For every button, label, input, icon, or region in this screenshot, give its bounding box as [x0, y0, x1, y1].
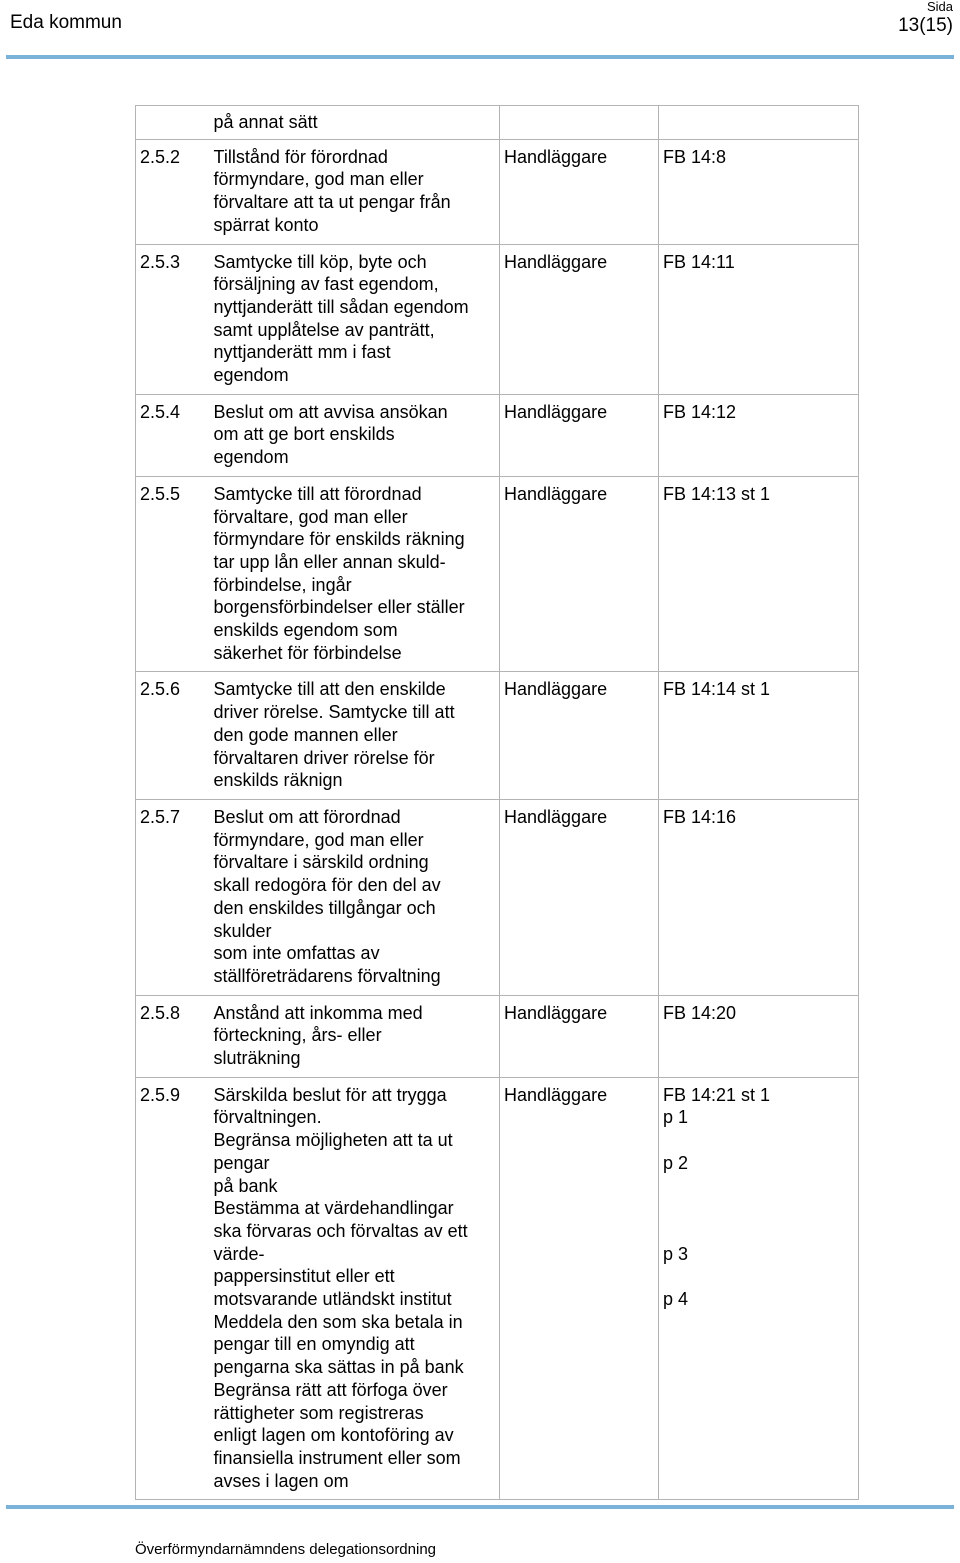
cell-number: 2.5.8 — [136, 995, 210, 1077]
cell-role: Handläggare — [500, 672, 659, 800]
cell-role — [500, 106, 659, 140]
cell-role: Handläggare — [500, 139, 659, 244]
cell-role: Handläggare — [500, 995, 659, 1077]
cell-reference: FB 14:11 — [659, 244, 859, 394]
table-row — [136, 476, 859, 672]
table-row — [136, 244, 859, 394]
footer-rule — [6, 1505, 954, 1509]
table-row — [136, 394, 859, 476]
cell-role: Handläggare — [500, 244, 659, 394]
table-row-continuation — [136, 106, 859, 140]
cell-role: Handläggare — [500, 799, 659, 995]
table-row — [136, 1077, 859, 1500]
cell-number: 2.5.4 — [136, 394, 210, 476]
cell-role: Handläggare — [500, 394, 659, 476]
cell-number — [136, 106, 210, 140]
page-indicator — [898, 0, 953, 38]
cell-description: Beslut om att avvisa ansökan om att ge bort enskilds egendom — [210, 394, 500, 476]
cell-description: Beslut om att förordnad förmyndare, god man eller förvaltare i särskild ordning skall redogöra för den del av den enskildes tillgångar och skulder som inte omfattas av ställföreträdarens förvaltning — [210, 799, 500, 995]
cell-description: Samtycke till att den enskilde driver rörelse. Samtycke till att den gode mannen eller förvaltaren driver rörelse för enskilds räknign — [210, 672, 500, 800]
table-row — [136, 672, 859, 800]
cell-number: 2.5.9 — [136, 1077, 210, 1500]
footer-text: Överförmyndarnämndens delegationsordning — [135, 1541, 437, 1558]
cell-description: Tillstånd för förordnad förmyndare, god man eller förvaltare att ta ut pengar från spärrat konto — [210, 139, 500, 244]
cell-number: 2.5.5 — [136, 476, 210, 672]
cell-reference: FB 14:14 st 1 — [659, 672, 859, 800]
table-row — [136, 995, 859, 1077]
cell-number: 2.5.7 — [136, 799, 210, 995]
cell-number: 2.5.6 — [136, 672, 210, 800]
organization-name: Eda kommun — [10, 12, 122, 33]
cell-description: Särskilda beslut för att trygga förvaltningen. Begränsa möjligheten att ta ut pengar på bank Bestämma at värdehandlingar ska förvaras och förvaltas av ett värde- pappersinstitut eller ett motsvarande utländskt institut Meddela den som ska betala in pengar till en omyndig att pengarna ska sättas in på bank Begränsa rätt att förfoga över rättigheter som registreras enligt lagen om kontoföring av finansiella instrument eller som avses i lagen om — [210, 1077, 500, 1500]
page-label: Sida — [926, 0, 953, 14]
cell-reference — [659, 106, 859, 140]
cell-role: Handläggare — [500, 476, 659, 672]
cell-number: 2.5.2 — [136, 139, 210, 244]
cell-role: Handläggare — [500, 1077, 659, 1500]
table-row — [136, 799, 859, 995]
delegation-table — [135, 105, 859, 1500]
cell-reference: FB 14:12 — [659, 394, 859, 476]
cell-description: Samtycke till att förordnad förvaltare, god man eller förmyndare för enskilds räkning tar upp lån eller annan skuld- förbindelse, ingår borgensförbindelser eller ställer enskilds egendom som säkerhet för förbindelse — [210, 476, 500, 672]
cell-number: 2.5.3 — [136, 244, 210, 394]
table-row — [136, 139, 859, 244]
cell-reference: FB 14:20 — [659, 995, 859, 1077]
cell-reference: FB 14:8 — [659, 139, 859, 244]
cell-reference: FB 14:13 st 1 — [659, 476, 859, 672]
cell-description: på annat sätt — [210, 106, 500, 140]
cell-reference: FB 14:21 st 1 p 1 p 2 p 3 p 4 — [659, 1077, 859, 1500]
cell-description: Anstånd att inkomma med förteckning, års- eller sluträkning — [210, 995, 500, 1077]
cell-description: Samtycke till köp, byte och försäljning av fast egendom, nyttjanderätt till sådan egendom samt upplåtelse av panträtt, nyttjanderätt mm i fast egendom — [210, 244, 500, 394]
page-number: 13(15) — [898, 15, 953, 36]
cell-reference: FB 14:16 — [659, 799, 859, 995]
header-rule — [6, 55, 954, 59]
